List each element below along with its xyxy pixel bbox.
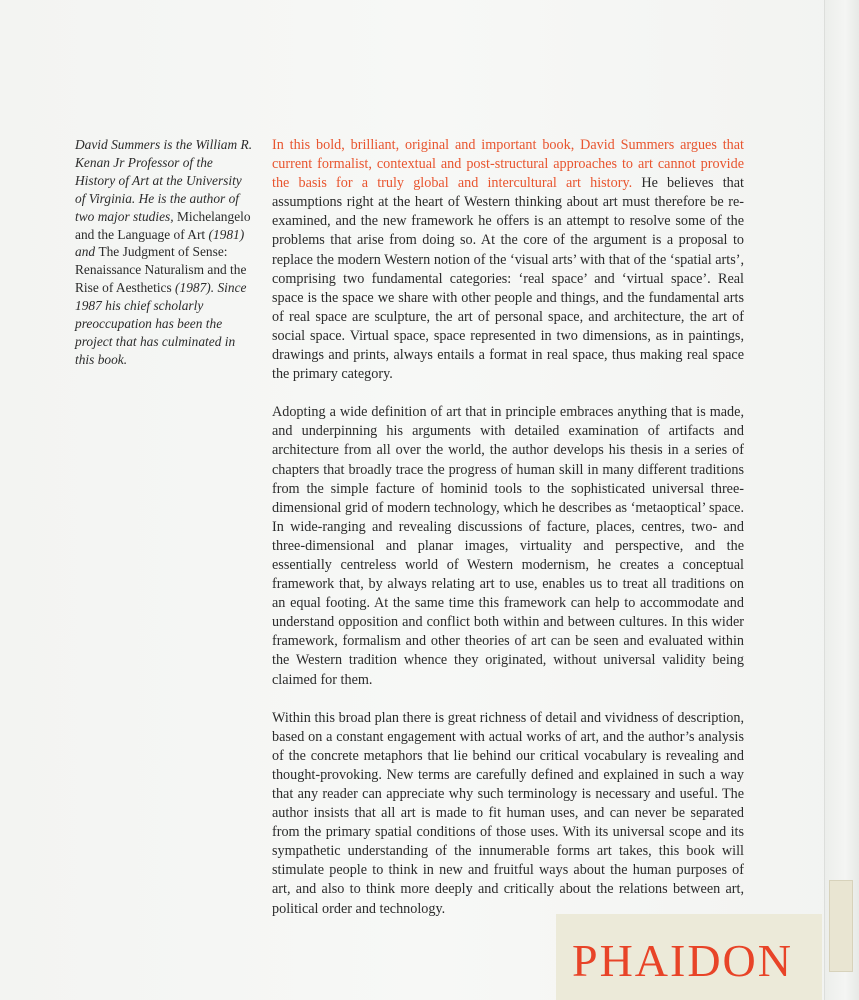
blurb-paragraph-1 (272, 136, 744, 384)
bio-book-title-1: Michelangelo and the Language of Art (75, 208, 251, 242)
blurb-paragraph-1-rest: He believes that assumptions right at the heart of Western thinking about art must therefore be re-examined, and the new framework he offers is an attempt to resolve some of the problems that arise from doing so. At the core of the argument is a proposal to replace the modern Western notion of the ‘visual arts’ with that of the ‘spatial arts’, comprising two fundamental categories: ‘real space’ and ‘virtual space’. Real space is the space we share with other people and things, and the fundamental arts of real space are sculpture, the art of personal space, and architecture, the art of social space. Virtual space, space represented in two dimensions, as in paintings, drawings and prints, always entails a format in real space, thus making real space the primary category. (272, 175, 744, 383)
blurb-paragraph-2: Adopting a wide definition of art that in principle embraces anything that is made, and underpinning his arguments with detailed examination of artifacts and architecture from all over the world, the author develops his thesis in a series of chapters that broadly trace the progress of human skill in many different traditions from the simple facture of hominid tools to the sophisticated universal three-dimensional grid of modern technology, which he describes as ‘metaoptical’ space. In wide-ranging and revealing discussions of facture, places, centres, two- and three-dimensional and planar images, virtuality and perspective, and the essentially centreless world of Western modernism, he creates a conceptual framework that, by always relating art to use, enables us to treat all traditions on an equal footing. At the same time this framework can help to accommodate and understand opposition and conflict both within and between cultures. In this wider framework, formalism and other theories of art can be seen and evaluated within the Western tradition whence they originated, without universal validity being claimed for them. (272, 404, 744, 688)
bio-and: and (75, 244, 99, 260)
author-bio-text (75, 136, 255, 369)
book-edge (824, 0, 859, 1000)
bio-year-2: (1987). (171, 280, 218, 296)
book-blurb (272, 136, 744, 938)
bio-intro: David Summers is the William R. Kenan Jr Professor of the History of Art at the University of Virginia. He is the author of two major studies, (75, 137, 253, 224)
author-bio (75, 136, 255, 369)
blurb-paragraph-3: Within this broad plan there is great richness of detail and vividness of description, based on a constant engagement with actual works of art, and the author’s analysis of the concrete metaphors that lie behind our critical vocabulary is revealing and thought-provoking. New terms are carefully defined and explained in such a way that any reader can appreciate why such terminology is necessary and useful. The author insists that all art is made to fit human uses, and can never be separated from the primary spatial conditions of those uses. With its universal scope and its sympathetic understanding of the innumerable forms art takes, this book will stimulate people to think in new and fruitful ways about the human purposes of art, and also to think more deeply and critically about the relations between art, political order and technology. (272, 709, 744, 917)
bio-year-1: (1981) (205, 226, 245, 242)
publisher-logo: PHAIDON (572, 935, 793, 986)
blurb-highlight: In this bold, brilliant, original and important book, David Summers argues that current formalist, contextual and post-structural approaches to art cannot provide the basis for a truly global and intercultural art history. (272, 137, 744, 192)
bio-outro: Since 1987 his chief scholarly preoccupation has been the project that has culminated in this book. (75, 280, 247, 367)
bio-book-title-2: The Judgment of Sense: Renaissance Naturalism and the Rise of Aesthetics (75, 244, 247, 296)
barcode-sticker (829, 880, 853, 972)
